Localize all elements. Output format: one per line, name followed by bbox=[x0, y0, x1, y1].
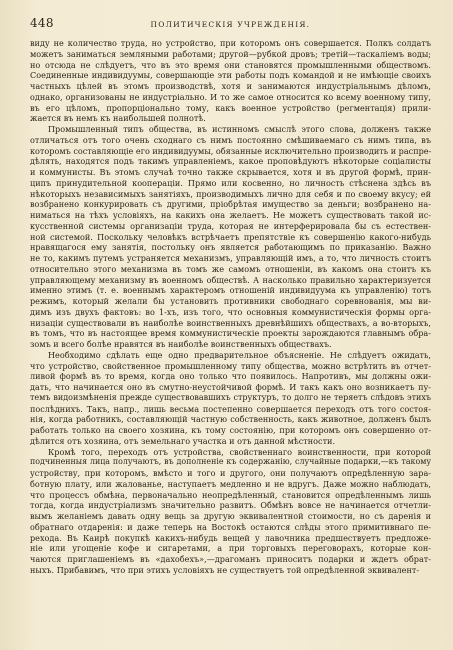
text-line: низаціи существовали въ наиболѣе воинственныхъ древнѣйшихъ обществахъ, а во-вторыхъ, bbox=[30, 317, 431, 328]
text-line: зомъ и всего болѣе нравятся въ наиболѣе воинственныхъ обществахъ. bbox=[30, 339, 332, 349]
text-line: обратнаго отдаренія: и даже теперь на Востокѣ остаются слѣды этого примитивнаго пе- bbox=[30, 521, 431, 532]
text-line: режимъ, который желали бы установить противники свободнаго соревнованія, мы ви- bbox=[30, 296, 431, 306]
text-line: дѣлять, находятся подъ такимъ управленіемъ, какое проповѣдуютъ нѣкоторые соціалисты bbox=[30, 156, 431, 167]
text-line: ніе или угощеніе кофе и сигаретами, а при торговыхъ переговорахъ, которые кон- bbox=[30, 543, 431, 554]
text-line: которомъ составляющіе его индивидуумы, обязанные исключительно производить и распре- bbox=[30, 145, 431, 156]
paragraph bbox=[30, 124, 431, 350]
text-line: можетъ заниматься земляными работами; другой—рубкой дровъ; третій—таскаліемъ воды; bbox=[30, 48, 431, 59]
text-line: виду не количество труда, но устройство, при которомъ онъ совершается. Полкъ солдатъ bbox=[30, 38, 431, 48]
text-line: управляющему механизму въ военномъ обществѣ. А насколько правильно характеризуется bbox=[30, 274, 431, 285]
page-header bbox=[30, 16, 431, 32]
text-line: Необходимо сдѣлать еще одно предварительное объясненіе. Не слѣдуетъ ожидать, bbox=[48, 349, 431, 360]
text-line: отличаться отъ того очень сходнаго съ нимъ постоянно смѣшиваемаго съ нимъ типа, въ bbox=[30, 134, 431, 145]
text-line: ливой формѣ въ то время, когда оно только что появилось. Напротивъ, мы должны ожи- bbox=[30, 371, 431, 382]
text-line: относительно этого механизма въ томъ же самомъ отношеніи, въ какомъ она стоитъ къ bbox=[30, 263, 431, 274]
text-line: димъ изъ двухъ фактовъ: во 1-хъ, изъ того, что основныя коммунистическія формы орга- bbox=[30, 306, 431, 317]
text-line: ципъ принудительной кооперацiи. Прямо или косвенно, но личность стѣснена здѣсь въ bbox=[30, 177, 431, 188]
text-line: кусственной системы организаціи труда, которая не интерферировала бы съ естествен- bbox=[30, 220, 431, 231]
text-line: что устройство, свойственное промышленному типу общества, можно встрѣтить въ отчет- bbox=[30, 360, 431, 371]
text-line: дать, что начинается оно въ смутно-неустойчивой формѣ. И такъ какъ оно возникаетъ пу- bbox=[30, 382, 431, 392]
text-line: именно этимъ (т. е. военнымъ характеромъ отношеній индивидуума къ управленію) тотъ bbox=[30, 285, 431, 296]
text-line: нравящагося ему занятія, постольку онъ является работающимъ по приказанію. Важно bbox=[30, 242, 431, 253]
text-line: вымъ желаніемъ давать одну вещь за другую эквивалентной стоимости, но съ даренія и bbox=[30, 511, 431, 521]
text-line: устройству, при которомъ, вмѣсто и того и другого, они получаютъ опредѣленную зара- bbox=[30, 468, 431, 478]
text-line: однако, организованы не индустріально. И то же самое относится ко всему военному типу, bbox=[30, 91, 431, 102]
text-line: не то, какимъ путемъ устраняется механизмъ, управляющій имъ, а то, что личность стоитъ bbox=[30, 253, 431, 263]
text-line: жается въ немъ къ наибольшей полнотѣ. bbox=[30, 113, 206, 124]
text-line: темъ видоизмѣненія прежде существовавшихъ структуръ, то долго не теряетъ слѣдовъ этихъ bbox=[30, 392, 431, 402]
paragraph bbox=[30, 350, 431, 447]
text-line: возбранено конкурировать съ другими, пріобрѣтая имущество за деньги; возбранено на- bbox=[30, 199, 431, 210]
text-line: работать только на своего хозяина, къ тому состоянію, при которомъ онъ совершенно от- bbox=[30, 425, 431, 435]
text-line: ниматься на тѣхъ условіяхъ, на какихъ она желаетъ. Не можетъ существовать такой ис- bbox=[30, 210, 431, 220]
text-line: рехода. Въ Каирѣ покупкѣ какихъ-нибудь вещей у лавочника предшествуетъ предложе- bbox=[30, 532, 431, 543]
text-line: послѣднихъ. Такъ, напр., лишь весьма постепенно совершается переходъ отъ того состоя- bbox=[30, 403, 431, 414]
text-line: Промышленный типъ общества, въ истинномъ смыслѣ этого слова, долженъ также bbox=[48, 124, 431, 134]
running-title: ПОЛИТИЧЕСКІЯ УЧРЕЖДЕНІЯ. bbox=[150, 20, 311, 29]
text-line: Соединенные индивидуумы, совершающіе эти работы подъ командой и не имѣющіе своихъ bbox=[30, 70, 431, 81]
text-line: и коммунисты. Въ этомъ случаѣ точно также скрывается, хотя и въ другой формѣ, прин- bbox=[30, 167, 431, 177]
body-text bbox=[30, 38, 431, 576]
text-line: нія, когда работникъ, составляющій частную собственность, какъ животное, долженъ былъ bbox=[30, 414, 431, 425]
text-line: въ его цѣломъ, пропорціонально тому, какъ военное устройство (регментація) прили- bbox=[30, 102, 431, 113]
text-line: ной системой. Поскольку человѣкъ встрѣчаетъ препятствіе къ совершенію какого-нибудь bbox=[30, 231, 431, 242]
text-line: Кромѣ того, переходъ отъ устройства, свойственнаго воинственности, при которой bbox=[48, 446, 431, 457]
text-line: нѣкоторыхъ независимыхъ занятіяхъ, производимыхъ лично для себя и по своему вкусу; ей bbox=[30, 188, 431, 199]
text-line: ныхъ. Прибавимъ, что при этихъ условіяхъ не существуетъ той опредѣленной эквивалент- bbox=[30, 564, 420, 575]
paragraph bbox=[30, 38, 431, 124]
text-line: подчиненныя лица получаютъ, въ дополненіе къ содержанію, случайные подарки,—къ такому bbox=[30, 457, 431, 467]
text-line: чаются приглашеніемъ въ «дахобехъ»,—драгоманъ приноситъ подарки и ждетъ обрат- bbox=[30, 554, 431, 564]
text-line: тогда, когда индустріализмъ значительно развитъ. Обмѣнъ вовсе не начинается отчетли- bbox=[30, 500, 431, 511]
text-line: но отсюда не слѣдуетъ, что въ это время они становятся промышленными обществомъ. bbox=[30, 59, 431, 70]
text-line: ботную плату, или жалованье, наступаетъ медленно и не вдругъ. Даже можно наблюдать, bbox=[30, 478, 431, 489]
text-line: что процессъ обмѣна, первоначально неопредѣленный, становится опредѣленнымъ лишь bbox=[30, 489, 431, 500]
text-line: дѣлится отъ хозяина, отъ земельнаго участка и отъ данной мѣстности. bbox=[30, 435, 336, 446]
paragraph bbox=[30, 447, 431, 576]
text-line: частныхъ цѣлей въ этомъ производствѣ, хотя и занимаются индустріальнымъ дѣломъ, bbox=[30, 81, 431, 91]
page-number: 448 bbox=[30, 16, 54, 30]
text-line: въ томъ, что въ настоящее время коммунистическіе проекты зарождаются главнымъ обра- bbox=[30, 328, 431, 339]
